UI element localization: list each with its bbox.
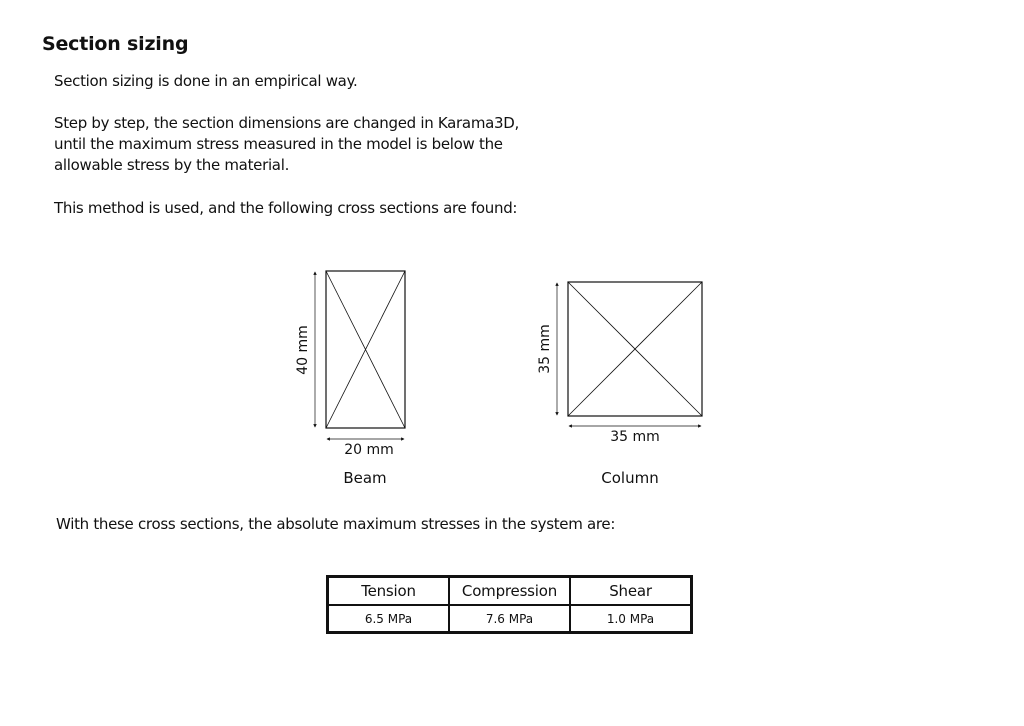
beam-width-label: 20 mm: [344, 442, 394, 458]
beam-section-drawing: [315, 271, 405, 439]
method-line-2: until the maximum stress measured in the model is below the: [54, 135, 503, 153]
intro-paragraph: Section sizing is done in an empirical way.: [54, 72, 358, 90]
stress-table: [326, 575, 693, 634]
column-width-label: 35 mm: [610, 429, 660, 445]
method-line-1: Step by step, the section dimensions are changed in Karama3D,: [54, 114, 519, 132]
shear-header: Shear: [570, 577, 692, 606]
page-title: Section sizing: [42, 33, 189, 55]
beam-caption: Beam: [343, 469, 387, 487]
stress-table-value-row: [328, 605, 692, 633]
column-height-label: 35 mm: [537, 324, 553, 374]
column-section-drawing: [557, 282, 702, 426]
beam-height-label: 40 mm: [295, 325, 311, 375]
shear-value: 1.0 MPa: [570, 605, 692, 633]
method-used-paragraph: This method is used, and the following cross sections are found:: [54, 199, 518, 217]
compression-value: 7.6 MPa: [449, 605, 570, 633]
stresses-intro-paragraph: With these cross sections, the absolute maximum stresses in the system are:: [56, 515, 616, 533]
compression-header: Compression: [449, 577, 570, 606]
column-caption: Column: [601, 469, 659, 487]
method-line-3: allowable stress by the material.: [54, 156, 290, 174]
stress-table-header-row: [328, 577, 692, 606]
tension-header: Tension: [328, 577, 450, 606]
tension-value: 6.5 MPa: [328, 605, 450, 633]
